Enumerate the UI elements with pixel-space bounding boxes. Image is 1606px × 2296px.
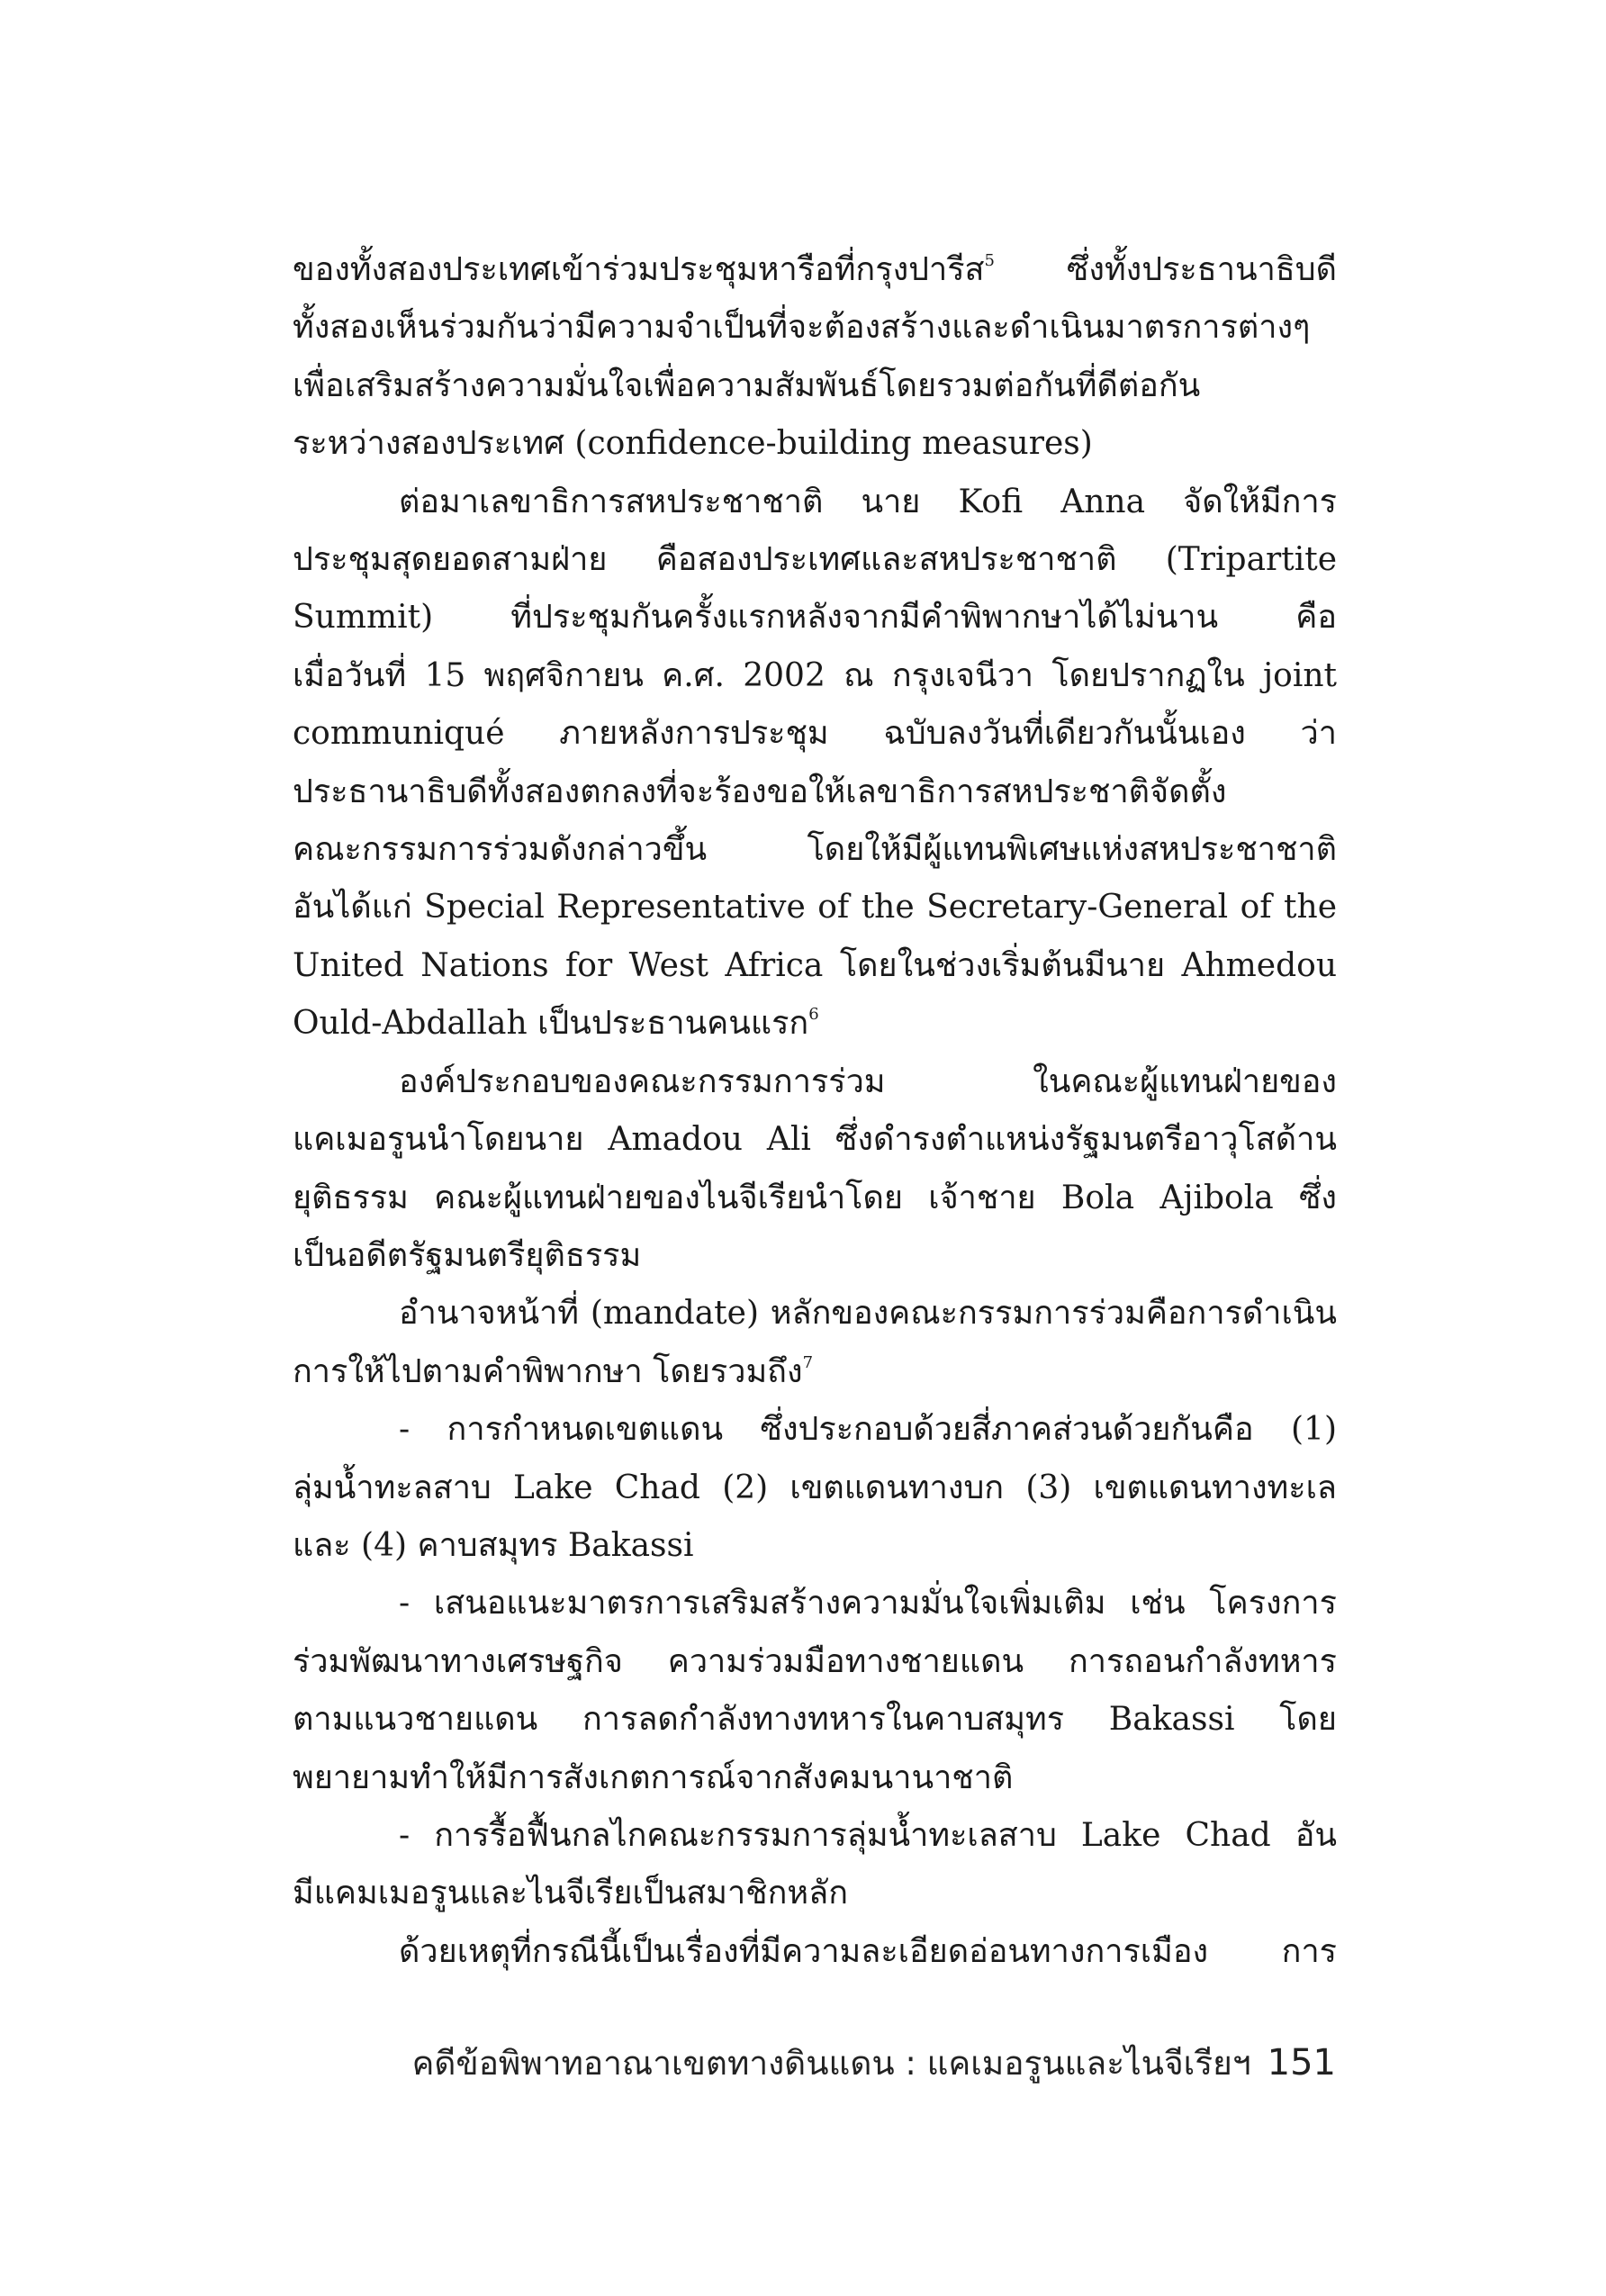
line-text: ประชุมสุดยอดสามฝ่าย คือสองประเทศและสหประชาชาติ (Tripartite <box>293 541 1337 579</box>
page-footer <box>412 2037 1336 2090</box>
line-text: - การกำหนดเขตแดน ซึ่งประกอบด้วยสี่ภาคส่วนด้วยกันคือ (1) <box>399 1411 1337 1449</box>
text-line <box>293 1575 1337 1632</box>
text-line <box>293 1227 1337 1285</box>
line-text: ด้วยเหตุที่กรณีนี้เป็นเรื่องที่มีความละเอียดอ่อนทางการเมือง การ <box>399 1932 1337 1970</box>
text-line <box>293 1691 1337 1749</box>
line-text: United Nations for West Africa โดยในช่วงเริ่มต้นมีนาย Ahmedou <box>293 946 1337 984</box>
paragraph <box>293 1401 1337 1575</box>
text-line <box>293 1401 1337 1459</box>
line-text: เป็นอดีตรัฐมนตรียุติธรรม <box>293 1236 642 1274</box>
footnote-marker: 6 <box>808 1005 819 1025</box>
line-text: คณะกรรมการร่วมดังกล่าวขึ้น โดยให้มีผู้แทนพิเศษแห่งสหประชาชาติ <box>293 831 1337 869</box>
text-line <box>293 357 1337 415</box>
line-text: เพื่อเสริมสร้างความมั่นใจเพื่อความสัมพันธ์โดยรวมต่อกันที่ดีต่อกัน <box>293 366 1201 404</box>
text-line <box>293 589 1337 646</box>
page-number: 151 <box>1267 2042 1336 2084</box>
paragraph <box>293 1807 1337 1923</box>
line-text: ลุ่มน้ำทะลสาบ Lake Chad (2) เขตแดนทางบก (3) เขตแดนทางทะเล <box>293 1469 1337 1506</box>
text-line <box>293 1285 1337 1342</box>
paragraph <box>293 474 1337 1053</box>
footnote-marker: 7 <box>802 1352 814 1372</box>
paragraph <box>293 1575 1337 1807</box>
text-line <box>293 241 1337 299</box>
line-text: Ould-Abdallah เป็นประธานคนแรก <box>293 1005 809 1043</box>
text-line <box>293 937 1337 995</box>
text-line <box>293 299 1337 357</box>
line-text: และ (4) คาบสมุทร Bakassi <box>293 1526 694 1564</box>
paragraph <box>293 1923 1337 1981</box>
line-text: ตามแนวชายแดน การลดกำลังทางทหารในคาบสมุทร Bakassi โดย <box>293 1701 1337 1739</box>
line-text: ทั้งสองเห็นร่วมกันว่ามีความจำเป็นที่จะต้องสร้างและดำเนินมาตรการต่างๆ <box>293 309 1311 347</box>
line-text: ยุติธรรม คณะผู้แทนฝ่ายของไนจีเรียนำโดย เจ้าชาย Bola Ajibola ซึ่ง <box>293 1179 1337 1216</box>
text-line <box>293 647 1337 705</box>
line-text: ประธานาธิบดีทั้งสองตกลงที่จะร้องขอให้เลขาธิการสหประชาติจัดตั้ง <box>293 773 1227 810</box>
line-text-tail: ซึ่งทั้งประธานาธิบดี <box>994 251 1337 288</box>
paragraph <box>293 241 1337 474</box>
line-text: มีแคมเมอรูนและไนจีเรียเป็นสมาชิกหลัก <box>293 1875 848 1912</box>
text-line <box>293 1343 1337 1401</box>
text-line <box>293 1111 1337 1169</box>
footnote-marker: 5 <box>984 250 995 270</box>
line-text: communiqué ภายหลังการประชุม ฉบับลงวันที่เดียวกันนั้นเอง ว่า <box>293 715 1337 753</box>
text-line <box>293 474 1337 531</box>
paragraph <box>293 1053 1337 1286</box>
text-line <box>293 879 1337 936</box>
text-line <box>293 821 1337 879</box>
text-line <box>293 1170 1337 1227</box>
line-text: Summit) ที่ประชุมกันครั้งแรกหลังจากมีคำพิพากษาได้ไม่นาน คือ <box>293 599 1337 637</box>
text-line <box>293 1517 1337 1575</box>
line-text: - การรื้อฟื้นกลไกคณะกรรมการลุ่มน้ำทะเลสาบ Lake Chad อัน <box>399 1816 1337 1854</box>
text-line <box>293 1807 1337 1865</box>
line-text: ต่อมาเลขาธิการสหประชาชาติ นาย Kofi Anna จัดให้มีการ <box>399 483 1337 520</box>
running-title: คดีข้อพิพาทอาณาเขตทางดินแดน : แคเมอรูนและไนจีเรียฯ <box>411 2044 1251 2083</box>
line-text: องค์ประกอบของคณะกรรมการร่วม ในคณะผู้แทนฝ่ายของ <box>399 1062 1337 1100</box>
body-text <box>293 241 1337 1981</box>
text-line <box>293 531 1337 589</box>
paragraph <box>293 1285 1337 1401</box>
line-text: ระหว่างสองประเทศ (confidence-building measures) <box>293 425 1093 463</box>
text-line <box>293 995 1337 1053</box>
text-line <box>293 1865 1337 1922</box>
line-text: อันได้แก่ Special Representative of the Secretary-General of the <box>293 889 1337 927</box>
line-text: - เสนอแนะมาตรการเสริมสร้างความมั่นใจเพิ่มเติม เช่น โครงการ <box>399 1585 1337 1623</box>
text-line <box>293 705 1337 763</box>
line-text: ร่วมพัฒนาทางเศรษฐกิจ ความร่วมมือทางชายแดน การถอนกำลังทหาร <box>293 1642 1337 1680</box>
line-text: อำนาจหน้าที่ (mandate) หลักของคณะกรรมการร่วมคือการดำเนิน <box>399 1295 1337 1333</box>
line-text: แคเมอรูนนำโดยนาย Amadou Ali ซึ่งดำรงตำแหน่งรัฐมนตรีอาวุโสด้าน <box>293 1121 1337 1159</box>
text-line <box>293 764 1337 821</box>
line-text: พยายามทำให้มีการสังเกตการณ์จากสังคมนานาชาติ <box>293 1758 1014 1796</box>
text-line <box>293 1749 1337 1807</box>
line-text: ของทั้งสองประเทศเข้าร่วมประชุมหารือที่กรุงปารีส <box>293 251 985 288</box>
text-line <box>293 1053 1337 1111</box>
text-line <box>293 415 1337 473</box>
text-line <box>293 1923 1337 1981</box>
line-text: เมื่อวันที่ 15 พฤศจิกายน ค.ศ. 2002 ณ กรุงเจนีวา โดยปรากฏใน joint <box>293 656 1337 694</box>
text-line <box>293 1460 1337 1517</box>
line-text: การให้ไปตามคำพิพากษา โดยรวมถึง <box>293 1352 803 1390</box>
text-line <box>293 1633 1337 1691</box>
